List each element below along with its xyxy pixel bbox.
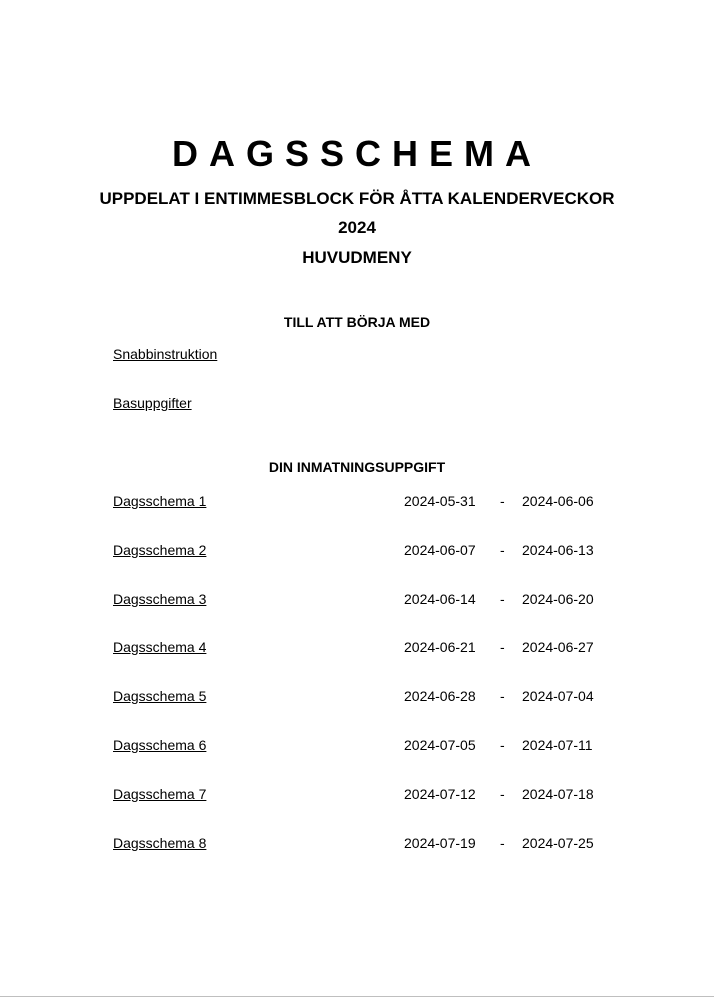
- schedule-row: [0, 687, 714, 705]
- date-separator: -: [500, 835, 505, 851]
- schedule-end-date: 2024-06-20: [522, 591, 594, 607]
- schedule-start-date: 2024-07-05: [404, 737, 476, 753]
- page-subtitle: UPPDELAT I ENTIMMESBLOCK FÖR ÅTTA KALENDERVECKOR: [99, 189, 615, 208]
- schedule-row: [0, 834, 714, 852]
- page-year: 2024: [338, 218, 376, 237]
- schedule-link-7[interactable]: Dagsschema 7: [113, 786, 207, 802]
- schedule-end-date: 2024-07-11: [522, 737, 593, 753]
- page-bottom-divider: [0, 996, 714, 997]
- schedule-start-date: 2024-06-07: [404, 542, 476, 558]
- schedule-start-date: 2024-05-31: [404, 493, 476, 509]
- schedule-end-date: 2024-07-04: [522, 688, 594, 704]
- input-section-heading: DIN INMATNINGSUPPGIFT: [268, 459, 446, 475]
- date-separator: -: [500, 639, 505, 655]
- schedule-link-2[interactable]: Dagsschema 2: [113, 542, 207, 558]
- schedule-link-8[interactable]: Dagsschema 8: [113, 835, 207, 851]
- quick-instruction-link[interactable]: Snabbinstruktion: [113, 346, 218, 362]
- schedule-start-date: 2024-06-14: [404, 591, 476, 607]
- schedule-row: [0, 541, 714, 559]
- date-separator: -: [500, 688, 505, 704]
- schedule-row: [0, 785, 714, 803]
- date-separator: -: [500, 786, 505, 802]
- schedule-link-5[interactable]: Dagsschema 5: [113, 688, 207, 704]
- schedule-end-date: 2024-06-06: [522, 493, 594, 509]
- schedule-end-date: 2024-06-13: [522, 542, 594, 558]
- main-menu-heading: HUVUDMENY: [302, 248, 412, 267]
- schedule-start-date: 2024-06-21: [404, 639, 476, 655]
- date-separator: -: [500, 493, 505, 509]
- schedule-link-3[interactable]: Dagsschema 3: [113, 591, 207, 607]
- page-title: DAGSSCHEMA: [171, 133, 542, 174]
- date-separator: -: [500, 737, 505, 753]
- schedule-start-date: 2024-07-12: [404, 786, 476, 802]
- date-separator: -: [500, 591, 505, 607]
- basic-data-link[interactable]: Basuppgifter: [113, 395, 192, 411]
- start-section-heading: TILL ATT BÖRJA MED: [283, 314, 431, 330]
- schedule-link-6[interactable]: Dagsschema 6: [113, 737, 207, 753]
- date-separator: -: [500, 542, 505, 558]
- schedule-start-date: 2024-06-28: [404, 688, 476, 704]
- schedule-row: [0, 590, 714, 608]
- schedule-row: [0, 736, 714, 754]
- schedule-row: [0, 638, 714, 656]
- schedule-end-date: 2024-07-25: [522, 835, 594, 851]
- schedule-row: [0, 492, 714, 510]
- schedule-start-date: 2024-07-19: [404, 835, 476, 851]
- schedule-end-date: 2024-06-27: [522, 639, 594, 655]
- schedule-end-date: 2024-07-18: [522, 786, 594, 802]
- schedule-link-4[interactable]: Dagsschema 4: [113, 639, 207, 655]
- schedule-link-1[interactable]: Dagsschema 1: [113, 493, 207, 509]
